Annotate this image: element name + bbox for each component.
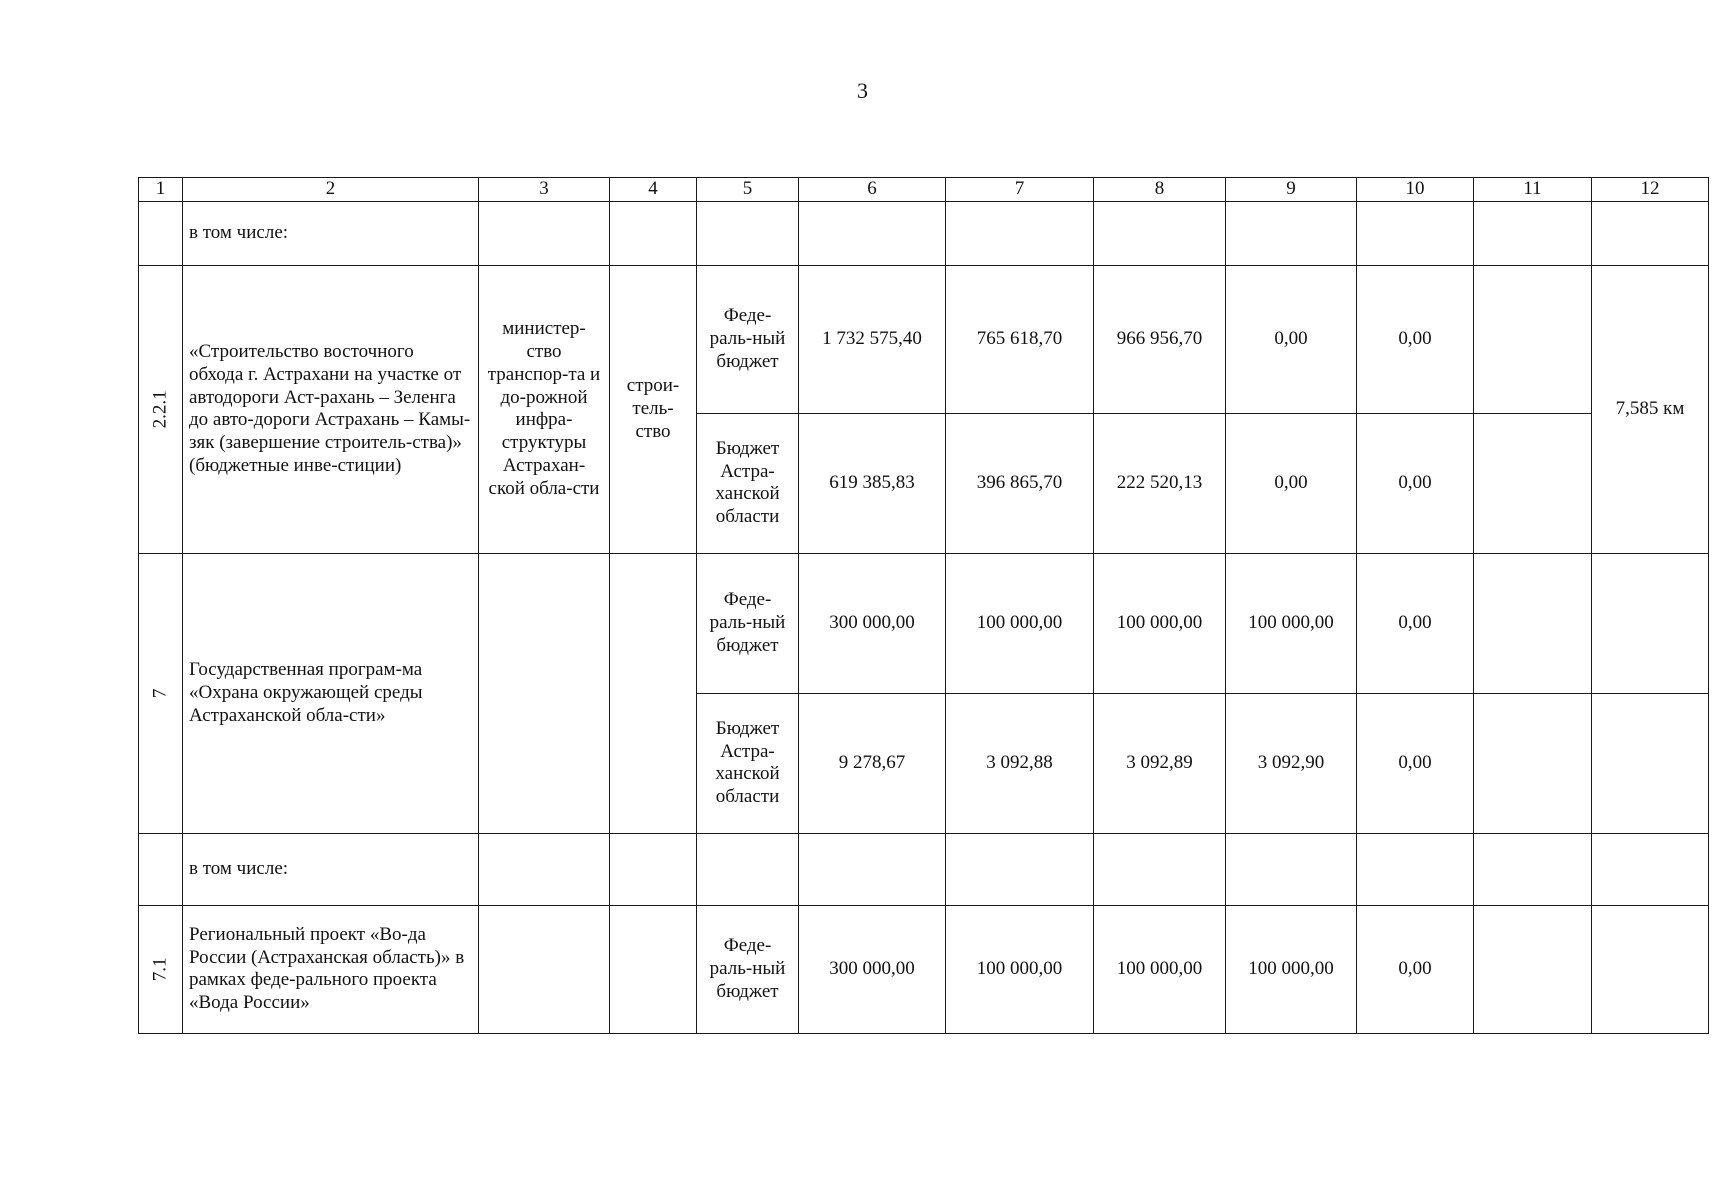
row-number: 2.2.1: [149, 390, 171, 429]
row-number-cell: [139, 905, 183, 1033]
empty-cell: [1094, 833, 1226, 905]
table-row: [139, 265, 1709, 413]
table-row: [139, 201, 1709, 265]
empty-cell: [1592, 693, 1709, 833]
empty-cell: [1357, 833, 1474, 905]
empty-cell: [610, 905, 697, 1033]
empty-cell: [1474, 201, 1592, 265]
row-number: 7: [149, 688, 171, 699]
row-number-cell: [139, 833, 183, 905]
amount-col8: 222 520,13: [1094, 413, 1226, 553]
row-description: «Строительство восточного обхода г. Астрахани на участке от автодороги Аст-рахань – Зеленга до авто-дороги Астрахань – Камы-зяк (завершение строитель-ства)» (бюджетные инве-стиции): [183, 265, 479, 553]
col-header-4: 4: [610, 178, 697, 202]
row-description: Государственная програм-ма «Охрана окружающей среды Астраханской обла-сти»: [183, 553, 479, 833]
funding-source: Феде-раль-ный бюджет: [697, 553, 799, 693]
empty-cell: [1474, 833, 1592, 905]
result-cell: 7,585 км: [1592, 265, 1709, 553]
amount-col8: 3 092,89: [1094, 693, 1226, 833]
amount-col10: 0,00: [1357, 265, 1474, 413]
col-header-6: 6: [799, 178, 946, 202]
empty-cell: [1592, 201, 1709, 265]
amount-total: 300 000,00: [799, 553, 946, 693]
empty-cell: [479, 833, 610, 905]
row-number-cell: [139, 265, 183, 553]
amount-col10: 0,00: [1357, 413, 1474, 553]
col-header-3: 3: [479, 178, 610, 202]
amount-col10: 0,00: [1357, 553, 1474, 693]
table-row: [139, 905, 1709, 1033]
funding-source: Бюджет Астра-ханской области: [697, 413, 799, 553]
table-row: [139, 833, 1709, 905]
empty-cell: [479, 905, 610, 1033]
empty-cell: [1226, 201, 1357, 265]
row-number: 7.1: [149, 957, 171, 982]
row-description: в том числе:: [183, 833, 479, 905]
col-header-2: 2: [183, 178, 479, 202]
amount-col9: 0,00: [1226, 265, 1357, 413]
col-header-12: 12: [1592, 178, 1709, 202]
empty-cell: [1592, 553, 1709, 693]
amount-col9: 3 092,90: [1226, 693, 1357, 833]
empty-cell: [946, 833, 1094, 905]
program-table: [138, 177, 1709, 1034]
empty-cell: [1474, 693, 1592, 833]
amount-col8: 100 000,00: [1094, 905, 1226, 1033]
amount-col7: 765 618,70: [946, 265, 1094, 413]
empty-cell: [1226, 833, 1357, 905]
empty-cell: [610, 833, 697, 905]
col-header-1: 1: [139, 178, 183, 202]
funding-source: Феде-раль-ный бюджет: [697, 905, 799, 1033]
empty-cell: [1474, 265, 1592, 413]
amount-total: 619 385,83: [799, 413, 946, 553]
empty-cell: [1592, 905, 1709, 1033]
empty-cell: [799, 833, 946, 905]
empty-cell: [610, 201, 697, 265]
empty-cell: [479, 201, 610, 265]
header-row: [139, 178, 1709, 202]
amount-total: 9 278,67: [799, 693, 946, 833]
row-description: в том числе:: [183, 201, 479, 265]
amount-col8: 966 956,70: [1094, 265, 1226, 413]
col-header-9: 9: [1226, 178, 1357, 202]
empty-cell: [799, 201, 946, 265]
amount-col7: 3 092,88: [946, 693, 1094, 833]
amount-col9: 100 000,00: [1226, 905, 1357, 1033]
table-row: [139, 553, 1709, 693]
empty-cell: [479, 553, 610, 833]
amount-col10: 0,00: [1357, 693, 1474, 833]
amount-col8: 100 000,00: [1094, 553, 1226, 693]
empty-cell: [1474, 905, 1592, 1033]
empty-cell: [1474, 413, 1592, 553]
col-header-5: 5: [697, 178, 799, 202]
amount-total: 300 000,00: [799, 905, 946, 1033]
col-header-8: 8: [1094, 178, 1226, 202]
amount-col10: 0,00: [1357, 905, 1474, 1033]
empty-cell: [697, 833, 799, 905]
page-number: 3: [857, 78, 868, 103]
row-description: Региональный проект «Во-да России (Астраханская область)» в рамках феде-рального проекта «Вода России»: [183, 905, 479, 1033]
empty-cell: [697, 201, 799, 265]
amount-col7: 396 865,70: [946, 413, 1094, 553]
col-header-7: 7: [946, 178, 1094, 202]
amount-col7: 100 000,00: [946, 905, 1094, 1033]
col-header-10: 10: [1357, 178, 1474, 202]
funding-source: Бюджет Астра-ханской области: [697, 693, 799, 833]
empty-cell: [610, 553, 697, 833]
row-number-cell: [139, 201, 183, 265]
executor-cell: министер-ство транспор-та и до-рожной инфра-структуры Астрахан-ской обла-сти: [479, 265, 610, 553]
empty-cell: [1474, 553, 1592, 693]
work-type-cell: строи-тель-ство: [610, 265, 697, 553]
row-number-cell: [139, 553, 183, 833]
empty-cell: [1592, 833, 1709, 905]
empty-cell: [946, 201, 1094, 265]
amount-col9: 100 000,00: [1226, 553, 1357, 693]
empty-cell: [1357, 201, 1474, 265]
amount-col9: 0,00: [1226, 413, 1357, 553]
amount-total: 1 732 575,40: [799, 265, 946, 413]
col-header-11: 11: [1474, 178, 1592, 202]
funding-source: Феде-раль-ный бюджет: [697, 265, 799, 413]
amount-col7: 100 000,00: [946, 553, 1094, 693]
empty-cell: [1094, 201, 1226, 265]
